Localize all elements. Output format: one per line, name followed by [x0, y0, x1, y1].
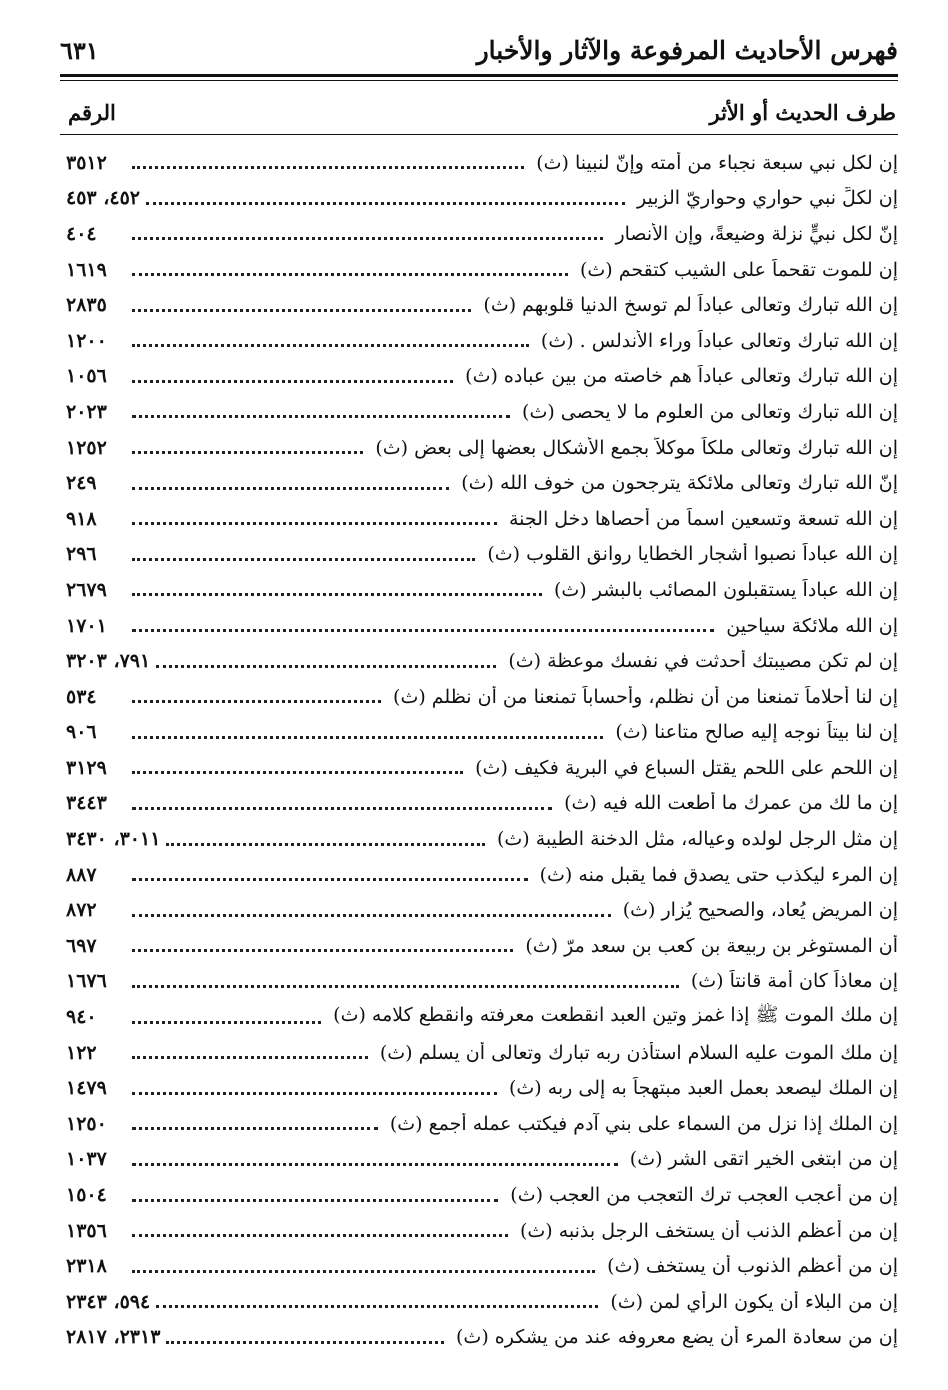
index-entry	[66, 1177, 898, 1213]
dot-leader	[132, 309, 471, 312]
dot-leader	[132, 593, 542, 596]
entry-phrase: إن ملك الموت ﷺ إذا غمز وتين العبد انقطعت معرفته وانقطع كلامه (ث)	[333, 1004, 898, 1027]
index-entry	[66, 715, 898, 751]
number-column-heading: الرقم	[68, 99, 116, 125]
entry-number: ٤٥٢، ٤٥٣	[66, 187, 140, 210]
entry-phrase: إن الله تسعة وتسعين اسماً من أحصاها دخل الجنة	[508, 507, 898, 530]
entry-phrase: إن مثل الرجل لولده وعياله، مثل الدخنة الطيبة (ث)	[496, 828, 898, 851]
index-entry	[66, 537, 898, 573]
dot-leader	[132, 807, 552, 810]
entry-number: ١٢٢	[66, 1041, 97, 1064]
phrase-column-heading: طرف الحديث أو الأثر	[709, 99, 896, 125]
entry-number: ١٧٠١	[66, 614, 107, 637]
dot-leader	[132, 1127, 378, 1130]
entry-number: ٩٠٦	[66, 721, 97, 744]
entry-number: ٢٤٩	[66, 472, 97, 495]
entry-number: ١٢٥٠	[66, 1112, 107, 1135]
index-entry	[66, 1070, 898, 1106]
entry-phrase: إنّ لكل نبيٍّ نزلة وضيعةً، وإن الأنصار	[615, 222, 898, 245]
entry-phrase: إنّ الله تبارك وتعالى ملائكة يترجحون من خوف الله (ث)	[461, 472, 898, 495]
entry-number: ٣٤٤٣	[66, 792, 107, 815]
entry-phrase: إن من أعظم الذنب أن يستخف الرجل بذنبه (ث)	[519, 1219, 898, 1242]
column-heading-rule	[60, 134, 898, 135]
dot-leader	[132, 914, 611, 917]
dot-leader	[132, 415, 510, 418]
entry-phrase: إن المريض يُعاد، والصحيح يُزار (ث)	[622, 899, 898, 922]
entry-number: ١٠٥٦	[66, 365, 107, 388]
entry-number: ٢٣١٣، ٢٨١٧	[66, 1326, 161, 1349]
index-entry	[66, 216, 898, 252]
entry-number: ٦٩٧	[66, 934, 97, 957]
entry-phrase: إن ملك الموت عليه السلام استأذن ربه تبارك وتعالى أن يسلم (ث)	[379, 1041, 898, 1064]
entry-phrase: إن من البلاء أن يكون الرأي لمن (ث)	[610, 1290, 898, 1313]
index-entry	[66, 857, 898, 893]
index-list	[66, 145, 898, 1355]
running-title: فهرس الأحاديث المرفوعة والآثار والأخبار	[476, 35, 898, 65]
entry-phrase: إن لم تكن مصيبتك أحدثت في نفسك موعظة (ث)	[508, 650, 898, 673]
header-rule-thin	[60, 80, 898, 81]
entry-number: ٥٩٤، ٢٣٤٣	[66, 1290, 151, 1313]
entry-number: ١٦١٩	[66, 258, 107, 281]
page-number: ٦٣١	[60, 35, 99, 65]
entry-number: ٢٣١٨	[66, 1255, 107, 1278]
entry-number: ٣٠١١، ٣٤٣٠	[66, 828, 161, 851]
entry-number: ١٥٠٤	[66, 1184, 107, 1207]
entry-number: ١٦٧٦	[66, 970, 107, 993]
entry-phrase: إن للموت تقحماً على الشيب كتقحم (ث)	[579, 258, 898, 281]
dot-leader	[132, 1021, 321, 1024]
entry-number: ٢٨٣٥	[66, 294, 107, 317]
entry-phrase: إن لكل نبي سبعة نجباء من أمته وإنّ لنبينا (ث)	[536, 151, 898, 174]
entry-number: ١٢٥٢	[66, 436, 107, 459]
entry-phrase: إن من ابتغى الخير اتقى الشر (ث)	[629, 1148, 898, 1171]
index-entry	[66, 465, 898, 501]
dot-leader	[132, 237, 603, 240]
dot-leader	[132, 985, 679, 988]
dot-leader	[132, 1163, 618, 1166]
index-entry	[66, 892, 898, 928]
dot-leader	[132, 700, 381, 703]
entry-phrase: إن من أعجب العجب ترك التعجب من العجب (ث)	[510, 1184, 898, 1207]
entry-number: ٨٧٢	[66, 899, 97, 922]
index-entry	[66, 999, 898, 1035]
entry-number: ٢٦٧٩	[66, 578, 107, 601]
index-entry	[66, 608, 898, 644]
index-entry	[66, 643, 898, 679]
column-headings	[68, 95, 896, 129]
entry-number: ١٠٣٧	[66, 1148, 107, 1171]
index-entry	[66, 1320, 898, 1356]
index-entry	[66, 1106, 898, 1142]
header-rule-thick	[60, 74, 898, 77]
dot-leader	[132, 771, 463, 774]
index-entry	[66, 572, 898, 608]
index-entry	[66, 750, 898, 786]
dot-leader	[132, 1270, 595, 1273]
index-entry	[66, 1142, 898, 1178]
index-entry	[66, 786, 898, 822]
index-entry	[66, 679, 898, 715]
entry-phrase: إن الملك إذا نزل من السماء على بني آدم فيكتب عمله أجمع (ث)	[389, 1112, 898, 1135]
index-entry	[66, 394, 898, 430]
entry-number: ٨٨٧	[66, 863, 97, 886]
entry-phrase: إن الله تبارك وتعالى من العلوم ما لا يحصى (ث)	[522, 400, 898, 423]
dot-leader	[156, 665, 496, 668]
dot-leader	[132, 522, 497, 525]
index-entry	[66, 1248, 898, 1284]
index-entry	[66, 287, 898, 323]
entry-phrase: إن اللحم على اللحم يقتل السباع في البرية فكيف (ث)	[475, 756, 898, 779]
index-entry	[66, 501, 898, 537]
index-entry	[66, 430, 898, 466]
entry-number: ٤٠٤	[66, 222, 97, 245]
dot-leader	[166, 1341, 444, 1344]
dot-leader	[132, 1056, 368, 1059]
entry-phrase: إن الله ملائكة سياحين	[726, 614, 898, 637]
entry-phrase: إن لنا أحلاماً تمنعنا من أن نظلم، وأحساباً تمنعنا من أن نظلم (ث)	[393, 685, 898, 708]
entry-phrase: إن ما لك من عمرك ما أطعت الله فيه (ث)	[564, 792, 898, 815]
dot-leader	[132, 166, 524, 169]
dot-leader	[132, 273, 568, 276]
entry-number: ١٢٠٠	[66, 329, 107, 352]
dot-leader	[132, 1092, 497, 1095]
index-entry	[66, 145, 898, 181]
entry-phrase: إن الله تبارك وتعالى عباداً لم توسخ الدنيا قلوبهم (ث)	[483, 294, 898, 317]
dot-leader	[132, 949, 513, 952]
dot-leader	[132, 878, 528, 881]
entry-number: ٧٩١، ٣٢٠٣	[66, 650, 151, 673]
entry-number: ٣١٢٩	[66, 756, 107, 779]
dot-leader	[132, 1199, 498, 1202]
entry-phrase: إن من أعظم الذنوب أن يستخف (ث)	[607, 1255, 898, 1278]
dot-leader	[132, 558, 475, 561]
entry-number: ٩٤٠	[66, 1006, 97, 1029]
index-entry	[66, 964, 898, 1000]
entry-number: ٢٠٢٣	[66, 400, 107, 423]
dot-leader	[132, 380, 453, 383]
index-entry	[66, 1213, 898, 1249]
entry-phrase: إن الله تبارك وتعالى عباداً هم خاصته من بين عباده (ث)	[465, 365, 898, 388]
index-entry	[66, 252, 898, 288]
dot-leader	[132, 629, 714, 632]
entry-phrase: إن الله تبارك وتعالى ملكاً موكلاً بجمع الأشكال بعضها إلى بعض (ث)	[375, 436, 898, 459]
dot-leader	[132, 736, 603, 739]
entry-number: ٣٥١٢	[66, 151, 107, 174]
index-entry	[66, 359, 898, 395]
entry-phrase: إن من سعادة المرء أن يضع معروفه عند من يشكره (ث)	[456, 1326, 898, 1349]
dot-leader	[146, 202, 625, 205]
entry-phrase: أن المستوغر بن ربيعة بن كعب بن سعد مرّ (ث)	[525, 934, 898, 957]
entry-number: ١٣٥٦	[66, 1219, 107, 1242]
index-entry	[66, 181, 898, 217]
dot-leader	[156, 1305, 598, 1308]
index-entry	[66, 821, 898, 857]
entry-phrase: إن الله عباداً نصبوا أشجار الخطايا روانق القلوب (ث)	[487, 543, 898, 566]
dot-leader	[166, 843, 485, 846]
running-header	[60, 28, 898, 72]
entry-number: ٥٣٤	[66, 685, 97, 708]
index-entry	[66, 323, 898, 359]
dot-leader	[132, 451, 363, 454]
entry-phrase: إن الله عباداً يستقبلون المصائب بالبشر (ث)	[554, 578, 898, 601]
index-entry	[66, 1035, 898, 1071]
index-entry	[66, 1284, 898, 1320]
entry-phrase: إن لكلِّ نبي حواري وحواريّ الزبير	[637, 187, 898, 210]
entry-number: ١٤٧٩	[66, 1077, 107, 1100]
entry-number: ٢٩٦	[66, 543, 97, 566]
entry-number: ٩١٨	[66, 507, 97, 530]
entry-phrase: إن المرء ليكذب حتى يصدق فما يقبل منه (ث)	[539, 863, 898, 886]
dot-leader	[132, 487, 449, 490]
dot-leader	[132, 344, 529, 347]
entry-phrase: إن الملك ليصعد بعمل العبد مبتهجاً به إلى ربه (ث)	[508, 1077, 898, 1100]
dot-leader	[132, 1234, 508, 1237]
entry-phrase: إن معاذاً كان أمة قانتاً (ث)	[690, 970, 898, 993]
index-entry	[66, 928, 898, 964]
entry-phrase: إن الله تبارك وتعالى عباداً وراء الأندلس . (ث)	[540, 329, 898, 352]
entry-phrase: إن لنا بيتاً نوجه إليه صالح متاعنا (ث)	[615, 721, 898, 744]
